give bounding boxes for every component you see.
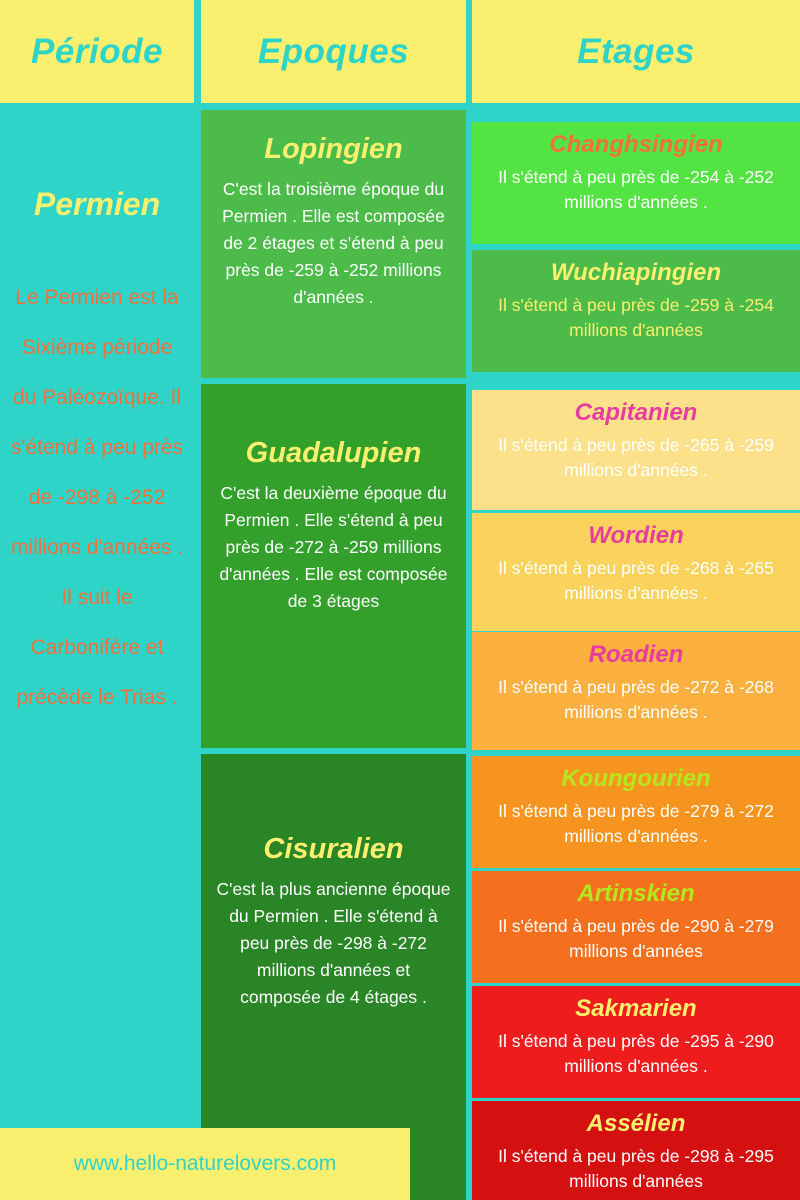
stage-description-roadien: Il s'étend à peu près de -272 à -268 millions d'années . bbox=[498, 677, 774, 722]
footer-banner bbox=[0, 1128, 410, 1200]
stage-description-changhsingien: Il s'étend à peu près de -254 à -252 millions d'années . bbox=[498, 167, 774, 212]
stage-title-sakmarien: Sakmarien bbox=[575, 995, 697, 1022]
table-header-row bbox=[0, 0, 800, 103]
epoch-description-cisuralien: C'est la plus ancienne époque du Permien . Elle s'étend à peu près de -298 à -272 millions d'années et composée de 4 étages . bbox=[216, 879, 451, 1007]
epoch-title-lopingien: Lopingien bbox=[264, 133, 403, 165]
header-cell-epoques bbox=[201, 0, 466, 103]
epoch-title-guadalupien: Guadalupien bbox=[245, 437, 422, 469]
stage-cell-capitanien bbox=[472, 390, 800, 510]
stage-cell-koungourien bbox=[472, 756, 800, 868]
periode-description: Le Permien est la Sixième période du Paléozoïque. Il s'étend à peu près de -298 à -252 millions d'années . Il suit le Carbonifère et précède le Trias . bbox=[10, 286, 184, 709]
stage-cell-artinskien bbox=[472, 871, 800, 983]
stage-title-wordien: Wordien bbox=[588, 522, 684, 549]
epoch-cell-guadalupien bbox=[201, 384, 466, 748]
stage-title-asselien: Assélien bbox=[586, 1110, 686, 1137]
header-label-epoques: Epoques bbox=[257, 31, 410, 71]
footer-website-url[interactable]: www.hello-naturelovers.com bbox=[73, 1152, 337, 1175]
stage-cell-wordien bbox=[472, 513, 800, 631]
stage-description-koungourien: Il s'étend à peu près de -279 à -272 millions d'années . bbox=[498, 801, 774, 846]
stage-description-wuchiapingien: Il s'étend à peu près de -259 à -254 millions d'années bbox=[498, 295, 774, 340]
stage-title-wuchiapingien: Wuchiapingien bbox=[550, 259, 722, 286]
stage-description-sakmarien: Il s'étend à peu près de -295 à -290 millions d'années . bbox=[498, 1031, 774, 1076]
epoch-description-guadalupien: C'est la deuxième époque du Permien . Elle s'étend à peu près de -272 à -259 millions d'années . Elle est composée de 3 étages bbox=[219, 483, 448, 611]
epoch-cell-lopingien bbox=[201, 110, 466, 378]
periode-column bbox=[0, 110, 194, 1200]
epoch-title-cisuralien: Cisuralien bbox=[263, 833, 404, 865]
header-cell-etages bbox=[472, 0, 800, 103]
stage-title-changhsingien: Changhsingien bbox=[549, 131, 723, 158]
stage-title-roadien: Roadien bbox=[588, 641, 684, 668]
stage-cell-roadien bbox=[472, 632, 800, 750]
header-cell-periode bbox=[0, 0, 194, 103]
header-label-etages: Etages bbox=[577, 31, 695, 71]
stage-title-koungourien: Koungourien bbox=[561, 765, 711, 792]
periode-title: Permien bbox=[33, 186, 161, 222]
stage-title-artinskien: Artinskien bbox=[577, 880, 695, 907]
header-label-periode: Période bbox=[31, 31, 163, 71]
stage-description-wordien: Il s'étend à peu près de -268 à -265 millions d'années . bbox=[498, 558, 774, 603]
epoch-description-lopingien: C'est la troisième époque du Permien . Elle est composée de 2 étages et s'étend à peu près de -259 à -252 millions d'années . bbox=[222, 179, 445, 307]
stage-title-capitanien: Capitanien bbox=[574, 399, 698, 426]
stage-description-capitanien: Il s'étend à peu près de -265 à -259 millions d'années . bbox=[498, 435, 774, 480]
stage-description-asselien: Il s'étend à peu près de -298 à -295 millions d'années bbox=[498, 1146, 774, 1191]
stage-cell-sakmarien bbox=[472, 986, 800, 1098]
stage-description-artinskien: Il s'étend à peu près de -290 à -279 millions d'années bbox=[498, 916, 774, 961]
stage-cell-wuchiapingien bbox=[472, 250, 800, 372]
stage-cell-asselien bbox=[472, 1101, 800, 1200]
stage-cell-changhsingien bbox=[472, 122, 800, 244]
